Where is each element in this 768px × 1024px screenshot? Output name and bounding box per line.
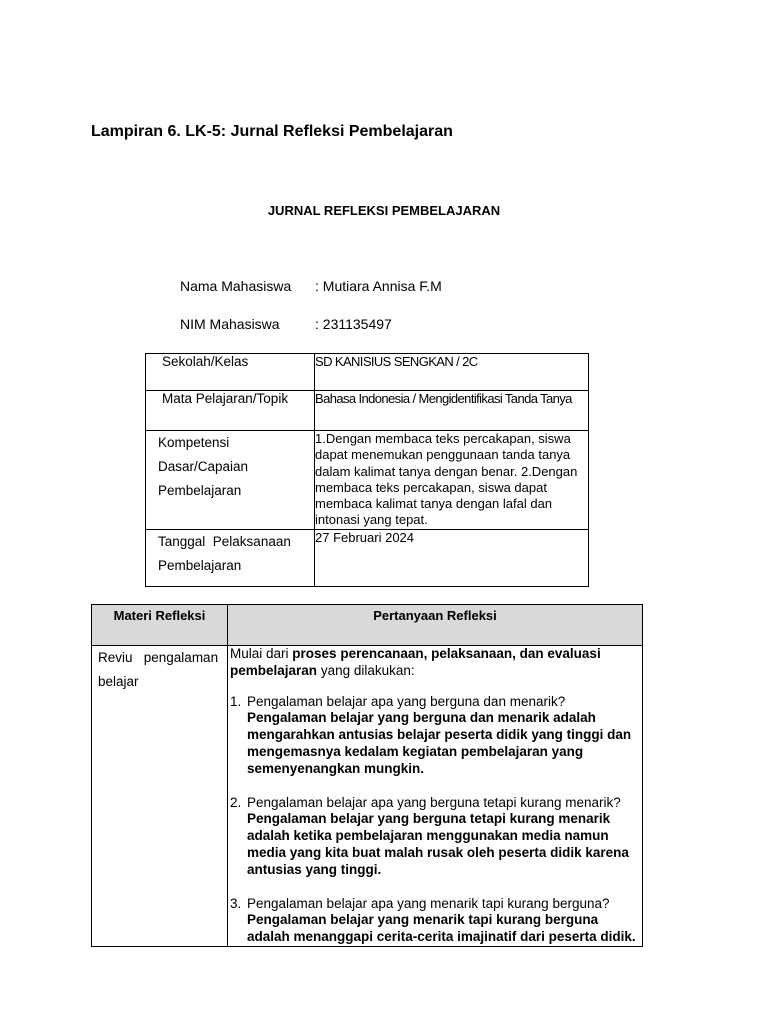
subject-value: Bahasa Indonesia / Mengidentifikasi Tanda Tanya bbox=[315, 391, 589, 431]
intro-suffix: yang dilakukan: bbox=[320, 662, 415, 678]
answer-text: Pengalaman belajar yang menarik tapi kurang berguna adalah menanggapi cerita-cerita imajinatif dari peserta didik. bbox=[247, 912, 636, 945]
competency-label-line-3: Pembelajaran bbox=[158, 483, 242, 498]
date-value: 27 Februari 2024 bbox=[315, 529, 589, 586]
school-value: SD KANISIUS SENGKAN / 2C bbox=[315, 354, 589, 391]
question-number: 2. bbox=[230, 794, 242, 810]
intro-text bbox=[230, 646, 640, 680]
header-question: Pertanyaan Refleksi bbox=[228, 605, 643, 646]
journal-heading: JURNAL REFLEKSI PEMBELAJARAN bbox=[267, 203, 501, 218]
subject-label: Mata Pelajaran/Topik bbox=[146, 391, 315, 431]
competency-label-line-1: Kompetensi bbox=[158, 435, 230, 450]
question-text: Pengalaman belajar apa yang menarik tapi kurang berguna? bbox=[247, 895, 610, 911]
question-item bbox=[230, 694, 640, 778]
date-label bbox=[146, 529, 315, 586]
reflection-header-row bbox=[92, 605, 643, 646]
reflection-row bbox=[92, 646, 643, 947]
question-number: 1. bbox=[230, 693, 242, 709]
competency-label-line-2: Dasar/Capaian bbox=[158, 459, 249, 474]
nim-value: : 231135497 bbox=[315, 316, 392, 332]
name-value: : Mutiara Annisa F.M bbox=[315, 278, 442, 294]
name-label: Nama Mahasiswa bbox=[180, 278, 292, 294]
info-row-competency bbox=[146, 431, 589, 530]
info-row-subject bbox=[146, 391, 589, 431]
school-label: Sekolah/Kelas bbox=[146, 354, 315, 391]
row-material: Reviu pengalaman belajar bbox=[92, 646, 228, 947]
question-item bbox=[230, 795, 640, 879]
intro-bold: proses perencanaan, pelaksanaan, dan evaluasi pembelajaran bbox=[230, 646, 601, 678]
intro-prefix: Mulai dari bbox=[230, 646, 289, 661]
info-row-school bbox=[146, 354, 589, 391]
info-table bbox=[145, 353, 589, 587]
header-material: Materi Refleksi bbox=[92, 605, 228, 646]
question-number: 3. bbox=[230, 895, 242, 911]
question-text: Pengalaman belajar apa yang berguna dan menarik? bbox=[247, 693, 566, 709]
answer-text: Pengalaman belajar yang berguna dan menarik adalah mengarahkan antusias belajar peserta didik yang tinggi dan mengemasnya kedalam kegiatan pembelajaran yang semenyenangkan mungkin. bbox=[247, 710, 632, 776]
question-item bbox=[230, 896, 640, 946]
reflection-table bbox=[91, 604, 643, 947]
document-title: Lampiran 6. LK-5: Jurnal Refleksi Pembelajaran bbox=[91, 123, 453, 140]
competency-label bbox=[146, 431, 315, 530]
question-text: Pengalaman belajar apa yang berguna tetapi kurang menarik? bbox=[247, 794, 621, 810]
competency-value: 1.Dengan membaca teks percakapan, siswa dapat menemukan penggunaan tanda tanya dalam kalimat tanya dengan benar. 2.Dengan membaca teks percakapan, siswa dapat membaca kalimat tanya dengan lafal dan intonasi yang tepat. bbox=[315, 431, 589, 530]
date-label-line-1: Tanggal Pelaksanaan bbox=[158, 533, 291, 549]
info-row-date bbox=[146, 529, 589, 586]
row-questions bbox=[228, 646, 643, 947]
date-label-line-2: Pembelajaran bbox=[158, 557, 242, 573]
nim-label: NIM Mahasiswa bbox=[180, 316, 280, 332]
question-list bbox=[230, 694, 640, 946]
answer-text: Pengalaman belajar yang berguna tetapi kurang menarik adalah ketika pembelajaran menggunakan media namun media yang kita buat malah rusak oleh peserta didik karena antusias yang tinggi. bbox=[247, 811, 629, 877]
